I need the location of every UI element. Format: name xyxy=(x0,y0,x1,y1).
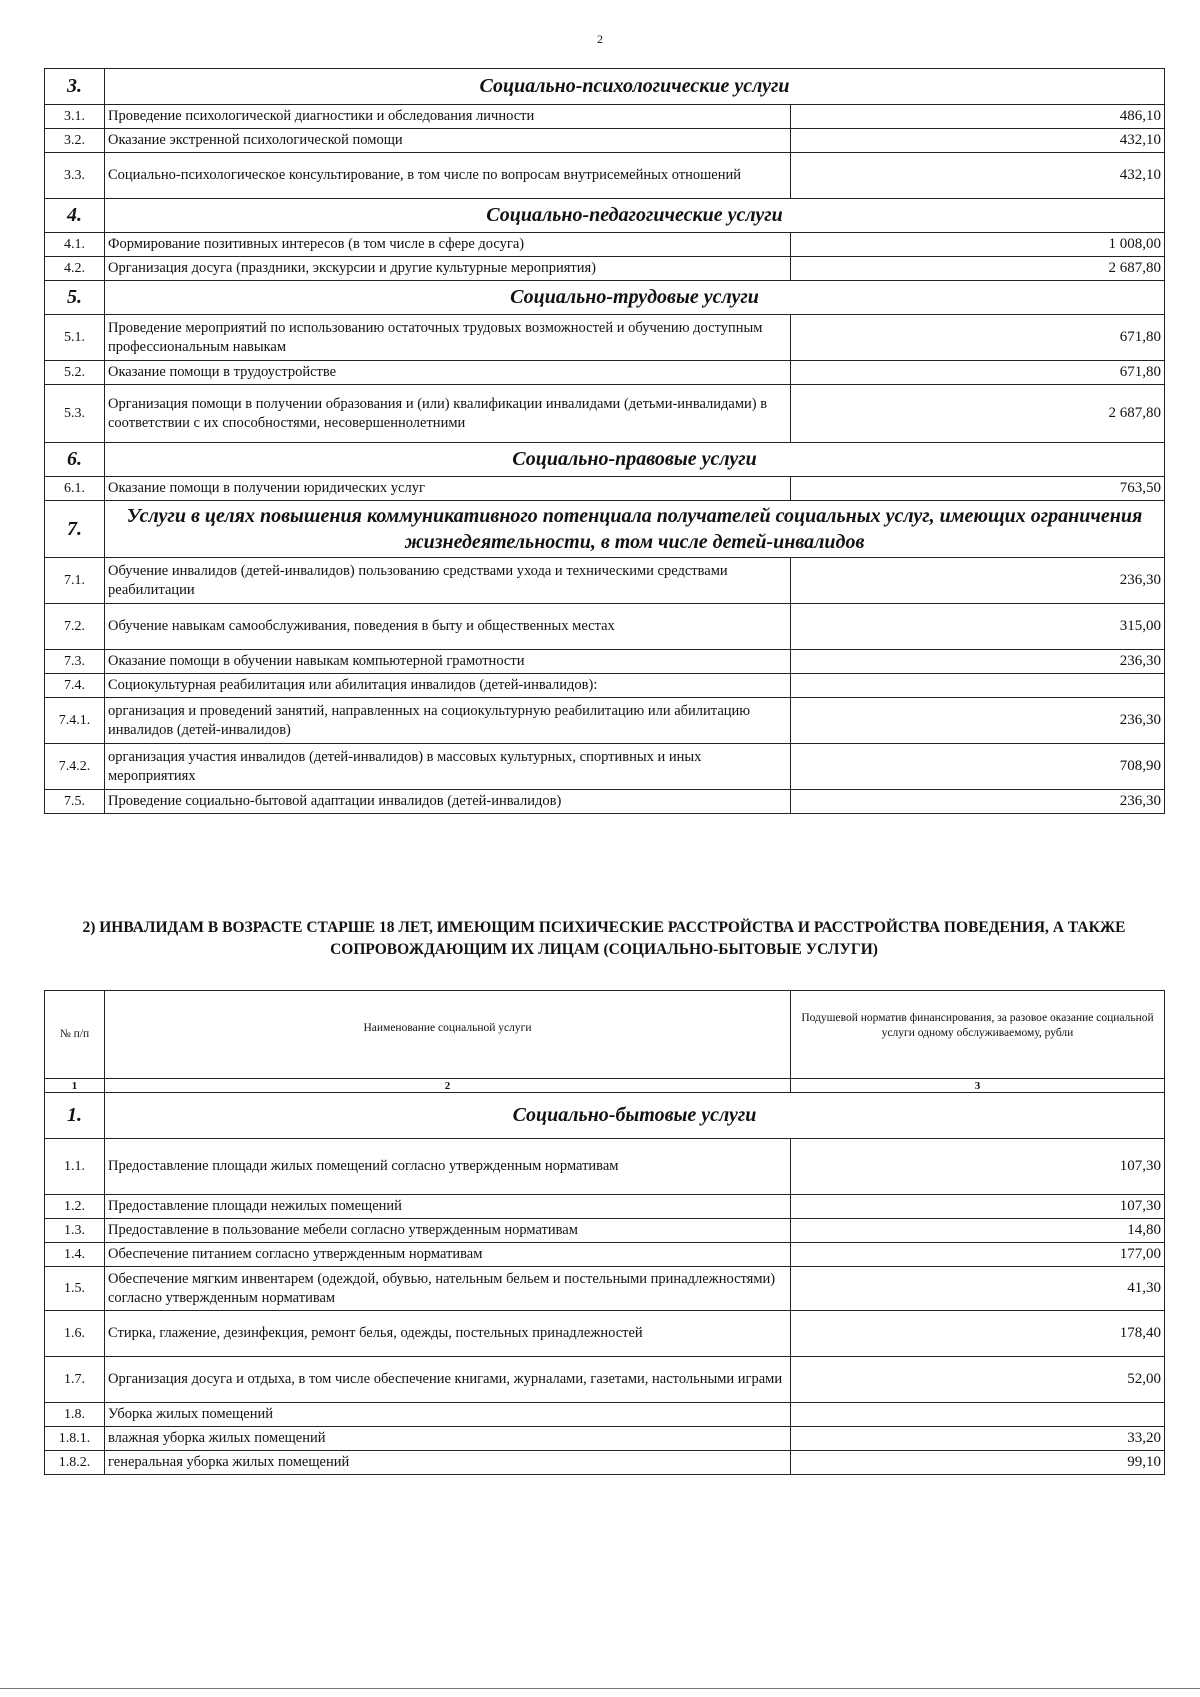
service-name: Оказание помощи в получении юридических услуг xyxy=(105,477,791,501)
section-2-heading: 2) ИНВАЛИДАМ В ВОЗРАСТЕ СТАРШЕ 18 ЛЕТ, ИМЕЮЩИМ ПСИХИЧЕСКИЕ РАССТРОЙСТВА И РАССТРОЙСТВА ПОВЕДЕНИЯ, А ТАКЖЕ СОПРОВОЖДАЮЩИМ ИХ ЛИЦАМ (СОЦИАЛЬНО-БЫТОВЫЕ УСЛУГИ) xyxy=(82,919,1126,958)
service-name: Оказание помощи в обучении навыкам компьютерной грамотности xyxy=(105,650,791,674)
section-number: 7. xyxy=(45,501,105,558)
section-title: Услуги в целях повышения коммуникативного потенциала получателей социальных услуг, имеющих ограничения жизнедеятельности, в том числе детей-инвалидов xyxy=(105,501,1165,558)
column-numbers-row xyxy=(45,1079,1165,1093)
service-name: Предоставление в пользование мебели согласно утвержденным нормативам xyxy=(105,1219,791,1243)
service-price: 432,10 xyxy=(791,129,1165,153)
service-price: 708,90 xyxy=(791,744,1165,790)
service-name: Обучение инвалидов (детей-инвалидов) пользованию средствами ухода и техническими средствами реабилитации xyxy=(105,558,791,604)
table-row xyxy=(45,790,1165,814)
service-name: Обеспечение мягким инвентарем (одеждой, обувью, нательным бельем и постельными принадлежностями) согласно утвержденным нормативам xyxy=(105,1267,791,1311)
service-price: 236,30 xyxy=(791,790,1165,814)
service-price: 2 687,80 xyxy=(791,257,1165,281)
service-number: 5.3. xyxy=(45,385,105,443)
services-table-continued xyxy=(44,68,1165,814)
table-row xyxy=(45,650,1165,674)
section-header-row xyxy=(45,69,1165,105)
service-name: Уборка жилых помещений xyxy=(105,1403,791,1427)
service-number: 1.8.1. xyxy=(45,1427,105,1451)
section-number: 4. xyxy=(45,199,105,233)
service-number: 3.1. xyxy=(45,105,105,129)
service-price: 33,20 xyxy=(791,1427,1165,1451)
column-header-service-name: Наименование социальной услуги xyxy=(105,991,791,1079)
service-name: Формирование позитивных интересов (в том числе в сфере досуга) xyxy=(105,233,791,257)
service-price: 315,00 xyxy=(791,604,1165,650)
service-number: 3.3. xyxy=(45,153,105,199)
table-row xyxy=(45,1427,1165,1451)
service-name: Обучение навыкам самообслуживания, поведения в быту и общественных местах xyxy=(105,604,791,650)
service-price: 107,30 xyxy=(791,1139,1165,1195)
service-number: 1.4. xyxy=(45,1243,105,1267)
section-title: Социально-психологические услуги xyxy=(105,69,1165,105)
table-row xyxy=(45,1267,1165,1311)
service-name: Социально-психологическое консультирование, в том числе по вопросам внутрисемейных отношений xyxy=(105,153,791,199)
service-number: 1.2. xyxy=(45,1195,105,1219)
service-name: Оказание помощи в трудоустройстве xyxy=(105,361,791,385)
service-number: 1.6. xyxy=(45,1311,105,1357)
service-number: 7.2. xyxy=(45,604,105,650)
table-row xyxy=(45,233,1165,257)
section-title: Социально-трудовые услуги xyxy=(105,281,1165,315)
service-number: 7.4.1. xyxy=(45,698,105,744)
service-price: 236,30 xyxy=(791,558,1165,604)
service-name: Проведение психологической диагностики и обследования личности xyxy=(105,105,791,129)
column-number-2: 2 xyxy=(105,1079,791,1093)
service-price: 99,10 xyxy=(791,1451,1165,1475)
section-number: 5. xyxy=(45,281,105,315)
service-name: Проведение мероприятий по использованию остаточных трудовых возможностей и обучению доступным профессиональным навыкам xyxy=(105,315,791,361)
service-price: 671,80 xyxy=(791,361,1165,385)
table-row xyxy=(45,674,1165,698)
table-row xyxy=(45,558,1165,604)
table-row xyxy=(45,385,1165,443)
service-number: 5.1. xyxy=(45,315,105,361)
service-price: 486,10 xyxy=(791,105,1165,129)
service-name: Проведение социально-бытовой адаптации инвалидов (детей-инвалидов) xyxy=(105,790,791,814)
column-number-1: 1 xyxy=(45,1079,105,1093)
table-row xyxy=(45,153,1165,199)
section-title: Социально-правовые услуги xyxy=(105,443,1165,477)
service-price xyxy=(791,1403,1165,1427)
household-services-table xyxy=(44,990,1165,1475)
service-price: 236,30 xyxy=(791,698,1165,744)
service-name: организация участия инвалидов (детей-инвалидов) в массовых культурных, спортивных и иных мероприятиях xyxy=(105,744,791,790)
service-number: 1.3. xyxy=(45,1219,105,1243)
page-bottom-rule xyxy=(0,1688,1200,1689)
section-header-row xyxy=(45,443,1165,477)
service-number: 1.8. xyxy=(45,1403,105,1427)
table-row xyxy=(45,477,1165,501)
table-row xyxy=(45,1403,1165,1427)
table-row xyxy=(45,257,1165,281)
service-number: 1.8.2. xyxy=(45,1451,105,1475)
service-price: 2 687,80 xyxy=(791,385,1165,443)
service-price: 14,80 xyxy=(791,1219,1165,1243)
table-row xyxy=(45,1357,1165,1403)
service-name: Предоставление площади нежилых помещений xyxy=(105,1195,791,1219)
column-header-funding-norm: Подушевой норматив финансирования, за разовое оказание социальной услуги одному обслуживаемому, рубли xyxy=(791,991,1165,1079)
service-price: 432,10 xyxy=(791,153,1165,199)
section-number: 3. xyxy=(45,69,105,105)
service-name: Обеспечение питанием согласно утвержденным нормативам xyxy=(105,1243,791,1267)
section-number: 6. xyxy=(45,443,105,477)
table-row xyxy=(45,1311,1165,1357)
section-number: 1. xyxy=(45,1093,105,1139)
service-name: Организация досуга и отдыха, в том числе обеспечение книгами, журналами, газетами, настольными играми xyxy=(105,1357,791,1403)
service-number: 1.7. xyxy=(45,1357,105,1403)
table-row xyxy=(45,1195,1165,1219)
service-price: 671,80 xyxy=(791,315,1165,361)
section-header-row xyxy=(45,501,1165,558)
service-price: 236,30 xyxy=(791,650,1165,674)
service-price: 763,50 xyxy=(791,477,1165,501)
service-name: Оказание экстренной психологической помощи xyxy=(105,129,791,153)
section-title: Социально-педагогические услуги xyxy=(105,199,1165,233)
service-number: 7.5. xyxy=(45,790,105,814)
column-header-number: № п/п xyxy=(45,991,105,1079)
section-header-row xyxy=(45,281,1165,315)
table-row xyxy=(45,105,1165,129)
table-row xyxy=(45,1451,1165,1475)
service-name: организация и проведений занятий, направленных на социокультурную реабилитацию или абилитацию инвалидов (детей-инвалидов) xyxy=(105,698,791,744)
service-name: Социокультурная реабилитация или абилитация инвалидов (детей-инвалидов): xyxy=(105,674,791,698)
service-number: 7.4.2. xyxy=(45,744,105,790)
table-row xyxy=(45,744,1165,790)
service-number: 7.1. xyxy=(45,558,105,604)
table-row xyxy=(45,698,1165,744)
service-number: 1.5. xyxy=(45,1267,105,1311)
table-header-row xyxy=(45,991,1165,1079)
table-row xyxy=(45,1243,1165,1267)
service-number: 5.2. xyxy=(45,361,105,385)
service-number: 1.1. xyxy=(45,1139,105,1195)
service-name: генеральная уборка жилых помещений xyxy=(105,1451,791,1475)
service-number: 7.4. xyxy=(45,674,105,698)
service-number: 3.2. xyxy=(45,129,105,153)
table-row xyxy=(45,1219,1165,1243)
table-row xyxy=(45,361,1165,385)
service-number: 7.3. xyxy=(45,650,105,674)
service-price: 178,40 xyxy=(791,1311,1165,1357)
service-name: Стирка, глажение, дезинфекция, ремонт белья, одежды, постельных принадлежностей xyxy=(105,1311,791,1357)
table-row xyxy=(45,1139,1165,1195)
table-row xyxy=(45,129,1165,153)
section-header-row xyxy=(45,1093,1165,1139)
section-title: Социально-бытовые услуги xyxy=(105,1093,1165,1139)
service-number: 6.1. xyxy=(45,477,105,501)
column-number-3: 3 xyxy=(791,1079,1165,1093)
service-price: 107,30 xyxy=(791,1195,1165,1219)
section-header-row xyxy=(45,199,1165,233)
service-price: 1 008,00 xyxy=(791,233,1165,257)
service-price: 177,00 xyxy=(791,1243,1165,1267)
service-name: Организация досуга (праздники, экскурсии и другие культурные мероприятия) xyxy=(105,257,791,281)
service-price xyxy=(791,674,1165,698)
service-number: 4.1. xyxy=(45,233,105,257)
page-number: 2 xyxy=(597,32,603,46)
service-number: 4.2. xyxy=(45,257,105,281)
table-row xyxy=(45,604,1165,650)
service-name: Организация помощи в получении образования и (или) квалификации инвалидами (детьми-инвалидами) в соответствии с их способностями, несовершеннолетними xyxy=(105,385,791,443)
table-row xyxy=(45,315,1165,361)
service-name: Предоставление площади жилых помещений согласно утвержденным нормативам xyxy=(105,1139,791,1195)
service-price: 52,00 xyxy=(791,1357,1165,1403)
service-name: влажная уборка жилых помещений xyxy=(105,1427,791,1451)
service-price: 41,30 xyxy=(791,1267,1165,1311)
